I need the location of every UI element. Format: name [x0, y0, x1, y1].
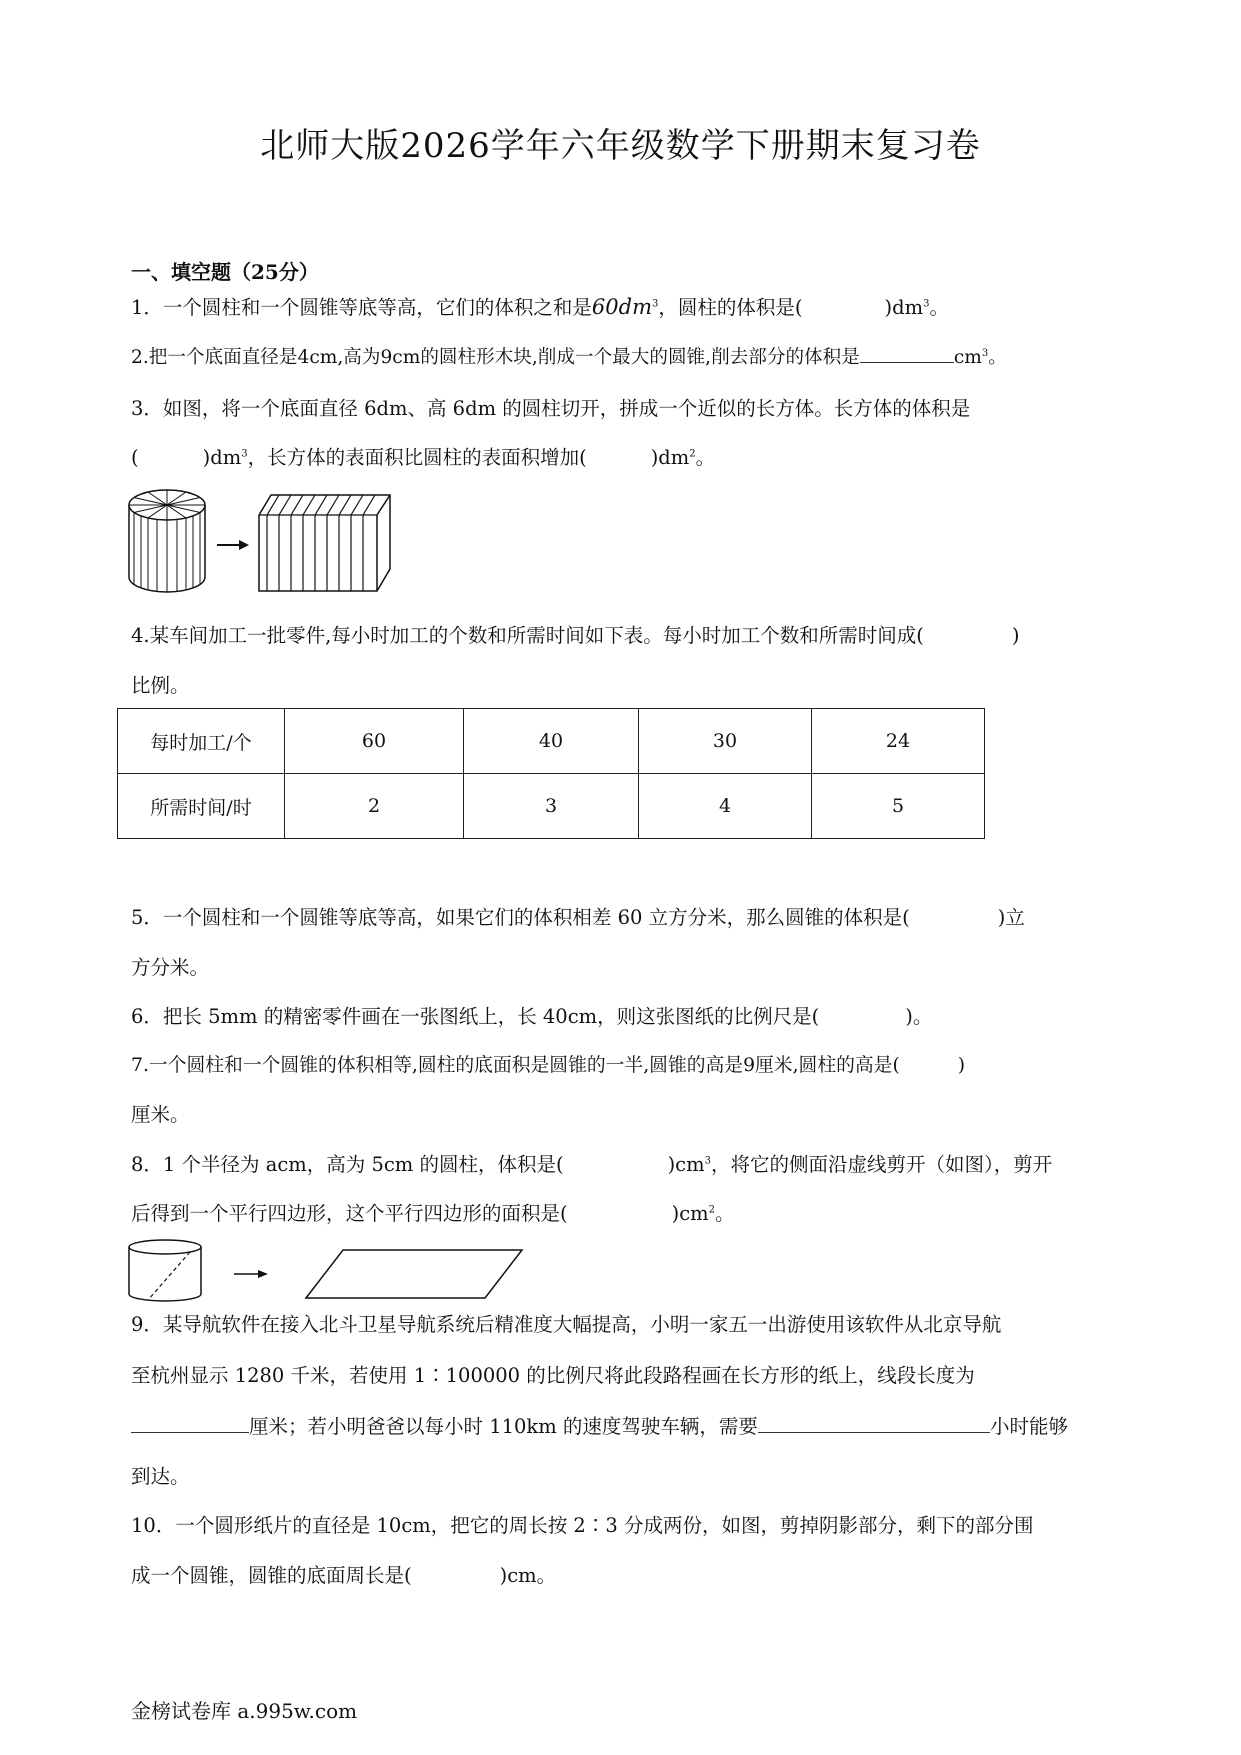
row-label: 所需时间/时 — [118, 774, 285, 839]
question-9-line-2: 至杭州显示 1280 千米，若使用 1∶100000 的比例尺将此段路程画在长方形的纸上，线段长度为 — [131, 1364, 975, 1387]
question-10-line-2: 成一个圆锥，圆锥的底面周长是( )cm。 — [131, 1564, 557, 1587]
question-8-line-1: 8．1 个半径为 acm，高为 5cm 的圆柱，体积是( )$cm^3$，将它的侧面沿虚线剪开（如图），剪开 — [131, 1153, 1053, 1176]
table-cell: 40 — [464, 709, 639, 774]
table-cell: 3 — [464, 774, 639, 839]
question-6: 6．把长 5mm 的精密零件画在一张图纸上，长 40cm，则这张图纸的比例尺是( )。 — [131, 1005, 933, 1028]
question-4-line-2: 比例。 — [131, 674, 190, 697]
table-cell: 30 — [639, 709, 812, 774]
data-table — [117, 708, 985, 839]
table-cell: 4 — [639, 774, 812, 839]
question-7-line-2: 厘米。 — [131, 1103, 190, 1126]
question-5-line-2: 方分米。 — [131, 956, 210, 979]
table-cell: 60 — [285, 709, 464, 774]
question-4-line-1: 4.某车间加工一批零件,每小时加工的个数和所需时间如下表。每小时加工个数和所需时间成( ) — [131, 624, 1020, 647]
table-cell: 24 — [812, 709, 985, 774]
question-9-line-3: 厘米；若小明爸爸以每小时 110km 的速度驾驶车辆，需要 小时能够 — [131, 1411, 1068, 1439]
row-label: 每时加工/个 — [118, 709, 285, 774]
question-9-line-4: 到达。 — [131, 1465, 190, 1488]
question-1: 1．一个圆柱和一个圆锥等底等高，它们的体积之和是$60dm^3$，圆柱的体积是( )$dm^3$。 — [131, 295, 949, 319]
footer-source: 金榜试卷库 a.995w.com — [131, 1699, 358, 1723]
question-7-line-1: 7.一个圆柱和一个圆锥的体积相等,圆柱的底面积是圆锥的一半,圆锥的高是9厘米,圆柱的高是( ) — [131, 1055, 966, 1076]
question-3-line-1: 3．如图，将一个底面直径 6dm、高 6dm 的圆柱切开，拼成一个近似的长方体。长方体的体积是 — [131, 397, 971, 420]
page-title: 北师大版2026学年六年级数学下册期末复习卷 — [260, 126, 981, 166]
question-5-line-1: 5．一个圆柱和一个圆锥等底等高，如果它们的体积相差 60 立方分米，那么圆锥的体积是( )立 — [131, 906, 1025, 929]
table-cell: 2 — [285, 774, 464, 839]
question-9-line-1: 9．某导航软件在接入北斗卫星导航系统后精准度大幅提高，小明一家五一出游使用该软件从北京导航 — [131, 1313, 1002, 1336]
cylinder-to-prism-figure — [125, 485, 395, 597]
question-8-line-2: 后得到一个平行四边形，这个平行四边形的面积是( )$cm^2$。 — [131, 1202, 735, 1225]
answer-blank[interactable] — [131, 1414, 249, 1433]
section-heading: 一、填空题（25分） — [131, 260, 319, 284]
table-row — [118, 774, 985, 839]
question-2: 2.把一个底面直径是4cm,高为9cm的圆柱形木块,削成一个最大的圆锥,削去部分的体积是 $cm^3$。 — [131, 343, 1007, 369]
answer-blank[interactable] — [860, 344, 954, 363]
question-10-line-1: 10．一个圆形纸片的直径是 10cm，把它的周长按 2∶3 分成两份，如图，剪掉阴影部分，剩下的部分围 — [131, 1514, 1034, 1537]
table-cell: 5 — [812, 774, 985, 839]
question-3-line-2: ( )$dm^3$，长方体的表面积比圆柱的表面积增加( )$dm^2$。 — [131, 446, 716, 469]
cylinder-to-parallelogram-figure — [128, 1237, 528, 1307]
answer-blank[interactable] — [758, 1414, 990, 1433]
table-row — [118, 709, 985, 774]
